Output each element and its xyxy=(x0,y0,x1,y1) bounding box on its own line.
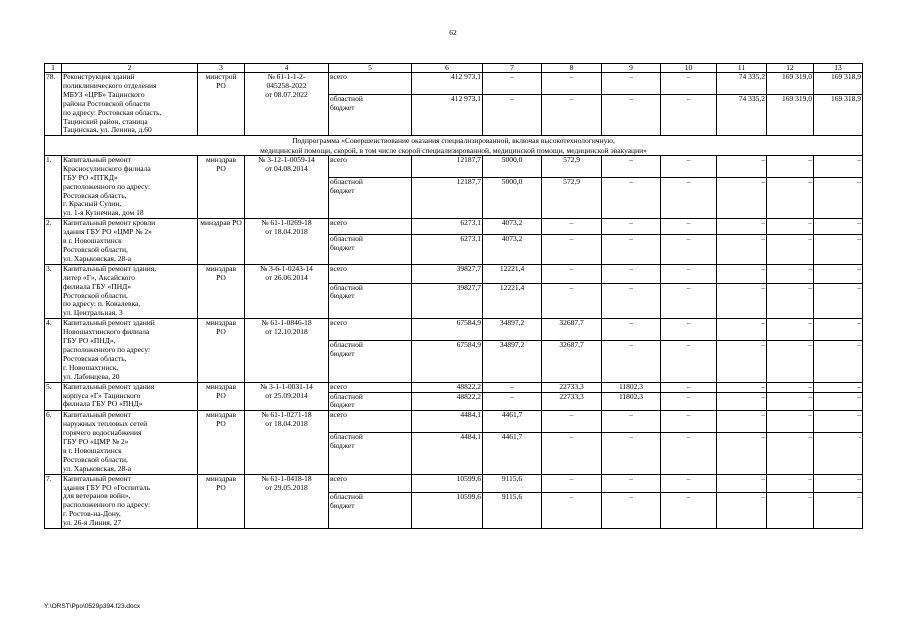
amount-cell: – xyxy=(602,411,661,433)
amount-cell: – xyxy=(602,73,661,95)
table-row xyxy=(45,382,863,392)
amount-cell: – xyxy=(717,341,767,383)
amount-cell: 12221,4 xyxy=(483,283,542,319)
amount-cell: – xyxy=(814,219,863,235)
amount-cell: – xyxy=(542,433,602,475)
amount-cell: 10599,6 xyxy=(412,493,483,529)
amount-cell: 9115,6 xyxy=(483,474,542,493)
amount-cell: 4484,1 xyxy=(412,411,483,433)
table-row xyxy=(45,411,863,433)
amount-cell: 12187,7 xyxy=(412,155,483,177)
amount-cell: – xyxy=(661,319,717,341)
amount-cell: – xyxy=(542,219,602,235)
column-number: 13 xyxy=(814,64,863,73)
amount-cell: – xyxy=(767,411,814,433)
amount-cell: – xyxy=(717,319,767,341)
funding-source: всего xyxy=(329,474,412,493)
table-row xyxy=(45,319,863,341)
amount-cell: - xyxy=(814,433,863,475)
object-name: Капитальный ремонт наружных тепловых сетей горячего водоснабжения ГБУ РО «ЦМР № 2» в г. Новошахтинск Ростовской области, ул. Харьковская, 28-а xyxy=(62,411,198,474)
amount-cell: 11802,3 xyxy=(602,382,661,392)
amount-cell: – xyxy=(767,264,814,283)
amount-cell: – xyxy=(602,433,661,475)
amount-cell: – xyxy=(814,411,863,433)
amount-cell: 9115,6 xyxy=(483,493,542,529)
funding-source: всего xyxy=(329,319,412,341)
amount-cell: – xyxy=(814,319,863,341)
amount-cell: 412 973,1 xyxy=(412,73,483,95)
amount-cell: – xyxy=(717,155,767,177)
amount-cell: – xyxy=(814,493,863,529)
amount-cell: – xyxy=(814,264,863,283)
executor: минздрав РО xyxy=(198,155,245,218)
expertise-document: № 3-6-1-0243-14 от 26.06.2014 xyxy=(245,264,329,318)
amount-cell: – xyxy=(483,382,542,392)
column-number: 9 xyxy=(602,64,661,73)
amount-cell: – xyxy=(483,392,542,411)
amount-cell: – xyxy=(542,411,602,433)
amount-cell: 4073,2 xyxy=(483,234,542,264)
amount-cell: – xyxy=(661,392,717,411)
amount-cell: – xyxy=(767,234,814,264)
investment-table xyxy=(44,63,863,529)
amount-cell: 5000,0 xyxy=(483,177,542,219)
amount-cell: – xyxy=(717,392,767,411)
executor: минздрав РО xyxy=(198,411,245,474)
amount-cell: 4073,2 xyxy=(483,219,542,235)
amount-cell: – xyxy=(542,474,602,493)
amount-cell: 169 319,0 xyxy=(767,94,814,136)
amount-cell: – xyxy=(602,94,661,136)
amount-cell: – xyxy=(767,382,814,392)
amount-cell: 34897,2 xyxy=(483,341,542,383)
amount-cell: – xyxy=(602,264,661,283)
row-number: 1. xyxy=(45,155,62,218)
amount-cell: – xyxy=(814,234,863,264)
amount-cell: 67584,9 xyxy=(412,319,483,341)
amount-cell: – xyxy=(542,283,602,319)
amount-cell: 74 335,2 xyxy=(717,73,767,95)
object-name: Капитальный ремонт здания ГБУ РО «Госпиталь для ветеранов войн», расположенного по адресу: г. Ростов-на-Дону, ул. 26-я Линия, 27 xyxy=(62,474,198,528)
amount-cell: – xyxy=(483,73,542,95)
table-row xyxy=(45,73,863,95)
amount-cell: – xyxy=(717,382,767,392)
subprogram-row xyxy=(45,136,863,156)
amount-cell: – xyxy=(483,94,542,136)
amount-cell: – xyxy=(661,73,717,95)
funding-source: областной бюджет xyxy=(329,234,412,264)
object-name: Капитальный ремонт зданий Новошахтинского филиала ГБУ РО «ПНД», расположенного по адресу: Ростовская область, г. Новошахтинск, ул. Лабинцева, 20 xyxy=(62,319,198,382)
executor: минздрав РО xyxy=(198,319,245,382)
amount-cell: – xyxy=(661,382,717,392)
amount-cell: 12221,4 xyxy=(483,264,542,283)
amount-cell: – xyxy=(661,264,717,283)
amount-cell: – xyxy=(542,493,602,529)
amount-cell: 10599,6 xyxy=(412,474,483,493)
amount-cell: – xyxy=(661,155,717,177)
funding-source: областной бюджет xyxy=(329,341,412,383)
amount-cell: – xyxy=(661,94,717,136)
amount-cell: – xyxy=(717,493,767,529)
amount-cell: – xyxy=(814,392,863,411)
table-row xyxy=(45,155,863,177)
amount-cell: – xyxy=(661,177,717,219)
amount-cell: – xyxy=(602,319,661,341)
table-row xyxy=(45,219,863,235)
column-number: 5 xyxy=(329,64,412,73)
amount-cell: 5000,0 xyxy=(483,155,542,177)
amount-cell: – xyxy=(661,474,717,493)
column-number: 3 xyxy=(198,64,245,73)
amount-cell: – xyxy=(661,341,717,383)
amount-cell: 6273,1 xyxy=(412,234,483,264)
column-number: 1 xyxy=(45,64,62,73)
row-number: 4. xyxy=(45,319,62,382)
amount-cell: – xyxy=(717,234,767,264)
amount-cell: 4461,7 xyxy=(483,433,542,475)
expertise-document: № 61-1-0846-18 от 12.10.2018 xyxy=(245,319,329,382)
subprogram-title: Подпрограмма «Совершенствование оказания специализированной, включая высокотехнологичную, медицинской помощи, скорой, в том числе скорой специализированной, медицинской помощи, медицинской эвакуации» xyxy=(45,136,863,156)
funding-source: областной бюджет xyxy=(329,94,412,136)
column-number: 7 xyxy=(483,64,542,73)
amount-cell: – xyxy=(767,433,814,475)
column-number: 10 xyxy=(661,64,717,73)
expertise-document: № 61-1-0271-18 от 18.04.2018 xyxy=(245,411,329,474)
amount-cell: – xyxy=(602,234,661,264)
amount-cell: 412 973,1 xyxy=(412,94,483,136)
amount-cell: – xyxy=(661,433,717,475)
column-number: 2 xyxy=(62,64,198,73)
amount-cell: – xyxy=(717,219,767,235)
amount-cell: – xyxy=(717,433,767,475)
table-row xyxy=(45,264,863,283)
amount-cell: – xyxy=(602,283,661,319)
amount-cell: – xyxy=(767,493,814,529)
amount-cell: 48822,2 xyxy=(412,382,483,392)
amount-cell: – xyxy=(602,493,661,529)
amount-cell: – xyxy=(661,219,717,235)
amount-cell: 12187,7 xyxy=(412,177,483,219)
amount-cell: 169 319,0 xyxy=(767,73,814,95)
row-number: 78. xyxy=(45,73,62,136)
amount-cell: – xyxy=(717,283,767,319)
funding-source: областной бюджет xyxy=(329,433,412,475)
amount-cell: – xyxy=(542,234,602,264)
amount-cell: 34897,2 xyxy=(483,319,542,341)
amount-cell: – xyxy=(717,474,767,493)
amount-cell: 572,9 xyxy=(542,177,602,219)
amount-cell: 22733,3 xyxy=(542,392,602,411)
amount-cell: 4484,1 xyxy=(412,433,483,475)
amount-cell: – xyxy=(767,392,814,411)
object-name: Реконструкция зданий поликлинического отделения МБУЗ «ЦРБ» Тацинского района Ростовской области по адресу: Ростовская область, Тацинский район, станица Тацинская, ул. Ленина, д.60 xyxy=(62,73,198,136)
row-number: 2. xyxy=(45,219,62,265)
amount-cell: 39827,7 xyxy=(412,283,483,319)
amount-cell: – xyxy=(814,474,863,493)
table-row xyxy=(45,474,863,493)
amount-cell: – xyxy=(767,319,814,341)
amount-cell: – xyxy=(717,411,767,433)
executor: минздрав РО xyxy=(198,219,245,265)
executor: минздрав РО xyxy=(198,474,245,528)
amount-cell: – xyxy=(814,341,863,383)
funding-source: всего xyxy=(329,155,412,177)
amount-cell: 74 335,2 xyxy=(717,94,767,136)
amount-cell: 48822,2 xyxy=(412,392,483,411)
amount-cell: – xyxy=(602,155,661,177)
amount-cell: – xyxy=(661,283,717,319)
executor: минздрав РО xyxy=(198,382,245,411)
amount-cell: 22733,3 xyxy=(542,382,602,392)
amount-cell: – xyxy=(542,73,602,95)
amount-cell: – xyxy=(602,219,661,235)
amount-cell: 67584,9 xyxy=(412,341,483,383)
amount-cell: – xyxy=(542,264,602,283)
executor: минздрав РО xyxy=(198,264,245,318)
row-number: 6. xyxy=(45,411,62,474)
amount-cell: – xyxy=(814,283,863,319)
amount-cell: – xyxy=(814,177,863,219)
amount-cell: – xyxy=(767,177,814,219)
funding-source: всего xyxy=(329,219,412,235)
amount-cell: – xyxy=(661,493,717,529)
funding-source: областной бюджет xyxy=(329,493,412,529)
amount-cell: – xyxy=(767,341,814,383)
column-number: 12 xyxy=(767,64,814,73)
column-number-row xyxy=(45,64,863,73)
amount-cell: – xyxy=(717,177,767,219)
row-number: 3. xyxy=(45,264,62,318)
file-path-footer: Y:\ORST\Ppo\0529p394.f23.docx xyxy=(44,603,141,610)
object-name: Капитальный ремонт здания, литер «Г», Аксайского филиала ГБУ «ПНД» Ростовской области, по адресу: п. Ковалевка, ул. Центральная, 3 xyxy=(62,264,198,318)
column-number: 8 xyxy=(542,64,602,73)
amount-cell: – xyxy=(767,474,814,493)
column-number: 11 xyxy=(717,64,767,73)
amount-cell: – xyxy=(542,94,602,136)
amount-cell: 39827,7 xyxy=(412,264,483,283)
funding-source: всего xyxy=(329,411,412,433)
column-number: 4 xyxy=(245,64,329,73)
amount-cell: 169 318,9 xyxy=(814,94,863,136)
amount-cell: 11802,3 xyxy=(602,392,661,411)
amount-cell: – xyxy=(814,382,863,392)
object-name: Капитальный ремонт здания корпуса «Г» Тацинского филиала ГБУ РО «ПНД» xyxy=(62,382,198,411)
expertise-document: № 61-1-0269-18 от 18.04.2018 xyxy=(245,219,329,265)
funding-source: областной бюджет xyxy=(329,177,412,219)
amount-cell: 6273,1 xyxy=(412,219,483,235)
amount-cell: – xyxy=(767,283,814,319)
funding-source: областной бюджет xyxy=(329,283,412,319)
expertise-document: № 61-1-1-2- 045258-2022 от 08.07.2022 xyxy=(245,73,329,136)
amount-cell: 4461,7 xyxy=(483,411,542,433)
expertise-document: № 3-1-1-0031-14 от 25.09.2014 xyxy=(245,382,329,411)
amount-cell: – xyxy=(814,155,863,177)
funding-source: областной бюджет xyxy=(329,392,412,411)
executor: минстрой РО xyxy=(198,73,245,136)
amount-cell: – xyxy=(767,219,814,235)
funding-source: всего xyxy=(329,382,412,392)
funding-source: всего xyxy=(329,264,412,283)
amount-cell: 169 318,9 xyxy=(814,73,863,95)
amount-cell: 572,9 xyxy=(542,155,602,177)
page-number: 62 xyxy=(449,28,457,37)
amount-cell: – xyxy=(717,264,767,283)
row-number: 7. xyxy=(45,474,62,528)
funding-source: всего xyxy=(329,73,412,95)
amount-cell: – xyxy=(661,234,717,264)
row-number: 5. xyxy=(45,382,62,411)
amount-cell: – xyxy=(602,341,661,383)
expertise-document: № 61-1-0418-18 от 29.05.2018 xyxy=(245,474,329,528)
expertise-document: № 3-12-1-0059-14 от 04.08.2014 xyxy=(245,155,329,218)
amount-cell: – xyxy=(661,411,717,433)
object-name: Капитальный ремонт кровли здания ГБУ РО «ЦМР № 2» в г. Новошахтинск Ростовской области, ул. Харьковская, 28-а xyxy=(62,219,198,265)
amount-cell: 32687,7 xyxy=(542,341,602,383)
amount-cell: – xyxy=(767,155,814,177)
amount-cell: 32687,7 xyxy=(542,319,602,341)
amount-cell: – xyxy=(602,177,661,219)
object-name: Капитальный ремонт Красносулинского филиала ГБУ РО «ПТКД» расположенного по адресу: Ростовская область, г. Красный Сулин, ул. 1-я Кузнечная, дом 18 xyxy=(62,155,198,218)
column-number: 6 xyxy=(412,64,483,73)
amount-cell: – xyxy=(602,474,661,493)
